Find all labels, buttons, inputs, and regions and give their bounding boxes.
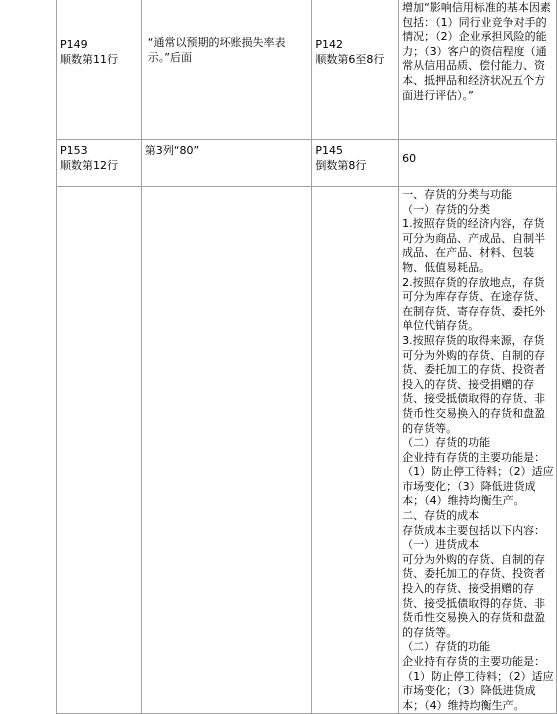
table-row bbox=[57, 0, 557, 140]
original-text-cell: 第3列“80” bbox=[141, 140, 312, 187]
paragraph: 可分为外购的存货、自制的存货、委托加工的存货、投资者投入的存货、接受捐赠的存货、接受抵债取得的存货、非货币性交易换入的存货和盘盈的存货等。 bbox=[402, 552, 546, 639]
table-row bbox=[57, 187, 557, 714]
revised-text-cell: 增加“影响信用标准的基本因素包括：（1）同行业竞争对手的情况；（2）企业承担风险的能力；（3）客户的资信程度（通常从信用品质、偿付能力、资本、抵押品和经济状况五个方面进行评估）。” bbox=[399, 0, 557, 140]
original-text-cell bbox=[141, 187, 312, 714]
subsection-heading: （一）进货成本 bbox=[402, 538, 480, 552]
paragraph: 存货成本主要包括以下内容： bbox=[402, 523, 546, 537]
paragraph: 1.按照存货的经济内容，存货可分为商品、产成品、自制半成品、在产品、材料、包装物、低值易耗品。 bbox=[402, 217, 546, 274]
revised-text-cell bbox=[399, 187, 557, 714]
new-location-cell bbox=[312, 0, 399, 140]
section-heading: 一、存货的分类与功能 bbox=[402, 188, 513, 201]
paragraph: 企业持有存货的主要功能是：（1）防止停工待料；（2）适应市场变化；（3）降低进货成本；（4）维持均衡生产。 bbox=[402, 655, 554, 712]
line-ref: 顺数第6至8行 bbox=[315, 52, 385, 66]
line-ref: 倒数第8行 bbox=[315, 158, 367, 172]
original-text-cell: “通常以预期的坏账损失率表示。”后面 bbox=[141, 0, 312, 140]
page-ref: P149 bbox=[60, 38, 88, 51]
location-cell bbox=[57, 0, 142, 140]
subsection-heading: （二）存货的功能 bbox=[402, 640, 491, 654]
line-ref: 顺数第12行 bbox=[60, 158, 118, 172]
paragraph: 3.按照存货的取得来源，存货可分为外购的存货、自制的存货、委托加工的存货、投资者投入的存货、接受捐赠的存货、接受抵债取得的存货、非货币性交易换入的存货和盘盈的存货等。 bbox=[402, 333, 546, 435]
subsection-heading: （一）存货的分类 bbox=[402, 202, 491, 216]
paragraph: 企业持有存货的主要功能是：（1）防止停工待料；（2）适应市场变化；（3）降低进货成本；（4）维持均衡生产。 bbox=[402, 450, 554, 508]
line-ref: 顺数第11行 bbox=[60, 52, 118, 66]
location-cell bbox=[57, 187, 142, 714]
table-row bbox=[57, 140, 557, 187]
paragraph: 2.按照存货的存放地点，存货可分为库存存货、在途存货、在制存货、寄存存货、委托外单位代销存货。 bbox=[402, 275, 546, 333]
page-ref: P153 bbox=[60, 144, 88, 157]
page-ref: P145 bbox=[315, 144, 344, 157]
new-location-cell bbox=[312, 140, 399, 187]
page-ref: P142 bbox=[315, 38, 344, 51]
location-cell bbox=[57, 140, 142, 187]
revised-text-cell: 60 bbox=[399, 140, 557, 187]
new-location-cell bbox=[312, 187, 399, 714]
section-heading: 二、存货的成本 bbox=[402, 509, 480, 523]
subsection-heading: （二）存货的功能 bbox=[402, 436, 491, 450]
errata-table bbox=[56, 0, 557, 714]
